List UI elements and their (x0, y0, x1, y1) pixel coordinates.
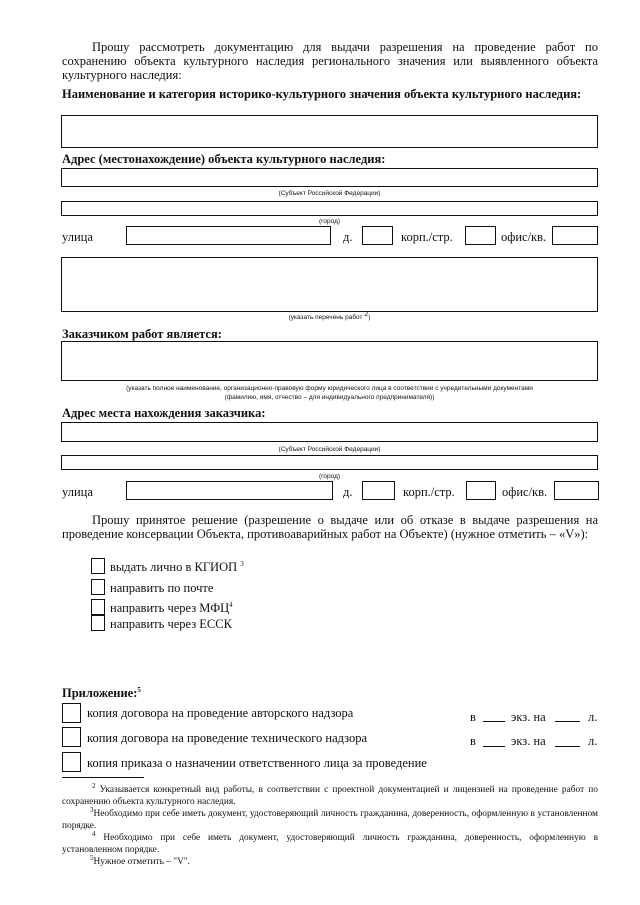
attachment-1-pages-label: л. (588, 710, 598, 724)
customer-street-label: улица (62, 485, 93, 499)
attachment-author-supervision-label: копия договора на проведение авторского надзора (87, 706, 354, 720)
object-name-field[interactable] (61, 115, 598, 148)
footnote-4: $^4$ Необходимо при себе иметь документ, удостоверяющий личность гражданина, доверенность, оформленную в установленном порядке. (62, 829, 599, 855)
customer-building-field[interactable] (466, 481, 496, 500)
customer-address-heading: Адрес места нахождения заказчика: (62, 406, 266, 420)
object-house-field[interactable] (362, 226, 393, 245)
object-city-caption: (город) (318, 218, 341, 225)
works-caption: (указать перечень работ $^2$) (288, 310, 371, 321)
option-essk-label: направить через ЕССК (110, 617, 232, 631)
attachment-order-checkbox[interactable] (62, 752, 81, 772)
customer-office-field[interactable] (554, 481, 599, 500)
object-office-field[interactable] (552, 226, 598, 245)
attachment-2-pages-blank[interactable] (555, 734, 580, 747)
works-list-field[interactable] (61, 257, 598, 312)
attachment-tech-supervision-checkbox[interactable] (62, 727, 81, 747)
footnote-separator (62, 777, 144, 778)
customer-street-field[interactable] (126, 481, 333, 500)
object-building-field[interactable] (465, 226, 496, 245)
object-subject-caption: (Субъект Российской Федерации) (278, 190, 381, 197)
object-name-heading: Наименование и категория историко-культурного значения объекта культурного наследия: (62, 87, 582, 101)
customer-building-label: корп./стр. (403, 485, 455, 499)
attachment-2-pages-label: л. (588, 734, 598, 748)
object-building-label: корп./стр. (401, 230, 453, 244)
customer-name-field[interactable] (61, 341, 598, 381)
attachment-1-copies-label: экз. на (511, 710, 546, 724)
attachment-order-label: копия приказа о назначении ответственного лица за проведение (87, 756, 427, 770)
customer-city-field[interactable] (61, 455, 598, 470)
attachments-heading: Приложение:$^5$ (62, 685, 141, 700)
option-post-checkbox[interactable] (91, 579, 105, 595)
object-subject-field[interactable] (61, 168, 598, 187)
object-street-label: улица (62, 230, 93, 244)
object-address-heading: Адрес (местонахождение) объекта культурного наследия: (62, 152, 386, 166)
decision-paragraph: Прошу принятое решение (разрешение о выдаче или об отказе в выдаче разрешения на проведение консервации Объекта, противоаварийных работ на Объекте) (нужное отметить – «V»): (62, 513, 598, 541)
attachment-1-copies-blank[interactable] (483, 709, 505, 722)
customer-caption-line2: (фамилию, имя, отчество – для индивидуального предпринимателя)) (224, 394, 435, 401)
customer-city-caption: (город) (318, 473, 341, 480)
attachment-1-pages-blank[interactable] (555, 709, 580, 722)
footnote-3: $^3$Необходимо при себе иметь документ, удостоверяющий личность гражданина, доверенность, оформленную в установленном порядке. (62, 805, 598, 831)
attachment-tech-supervision-label: копия договора на проведение технического надзора (87, 731, 368, 745)
attachment-2-copies-blank[interactable] (483, 734, 505, 747)
object-city-field[interactable] (61, 201, 598, 216)
option-post-label: направить по почте (110, 581, 214, 595)
footnote-5: $^5$Нужное отметить – "V". (90, 853, 191, 867)
object-street-field[interactable] (126, 226, 331, 245)
object-office-label: офис/кв. (501, 230, 547, 244)
object-house-label: д. (343, 230, 353, 244)
option-essk-checkbox[interactable] (91, 615, 105, 631)
option-mfc-label: направить через МФЦ$^4$ (110, 600, 233, 615)
customer-house-label: д. (343, 485, 353, 499)
attachment-author-supervision-checkbox[interactable] (62, 703, 81, 723)
customer-office-label: офис/кв. (502, 485, 548, 499)
customer-caption-line1: (указать полное наименование, организационно-правовую форму юридического лица в соответствии с учредительными документами (126, 385, 533, 392)
attachment-2-copies-label: экз. на (511, 734, 546, 748)
attachment-1-in-label: в (470, 710, 476, 724)
option-mfc-checkbox[interactable] (91, 599, 105, 615)
customer-house-field[interactable] (362, 481, 395, 500)
footnote-2: $^2$ Указывается конкретный вид работы, в соответствии с проектной документацией и лицензией на проведение работ по сохранению объекта культурного наследия. (62, 781, 598, 807)
intro-paragraph: Прошу рассмотреть документацию для выдачи разрешения на проведение работ по сохранению объекта культурного наследия регионального значения или выявленного объекта культурного наследия: (62, 40, 598, 82)
customer-subject-field[interactable] (61, 422, 598, 442)
option-in-person-checkbox[interactable] (91, 558, 105, 574)
option-in-person-label: выдать лично в КГИОП $^3$ (110, 559, 244, 574)
customer-subject-caption: (Субъект Российской Федерации) (278, 446, 381, 453)
attachment-2-in-label: в (470, 734, 476, 748)
customer-heading: Заказчиком работ является: (62, 327, 222, 341)
